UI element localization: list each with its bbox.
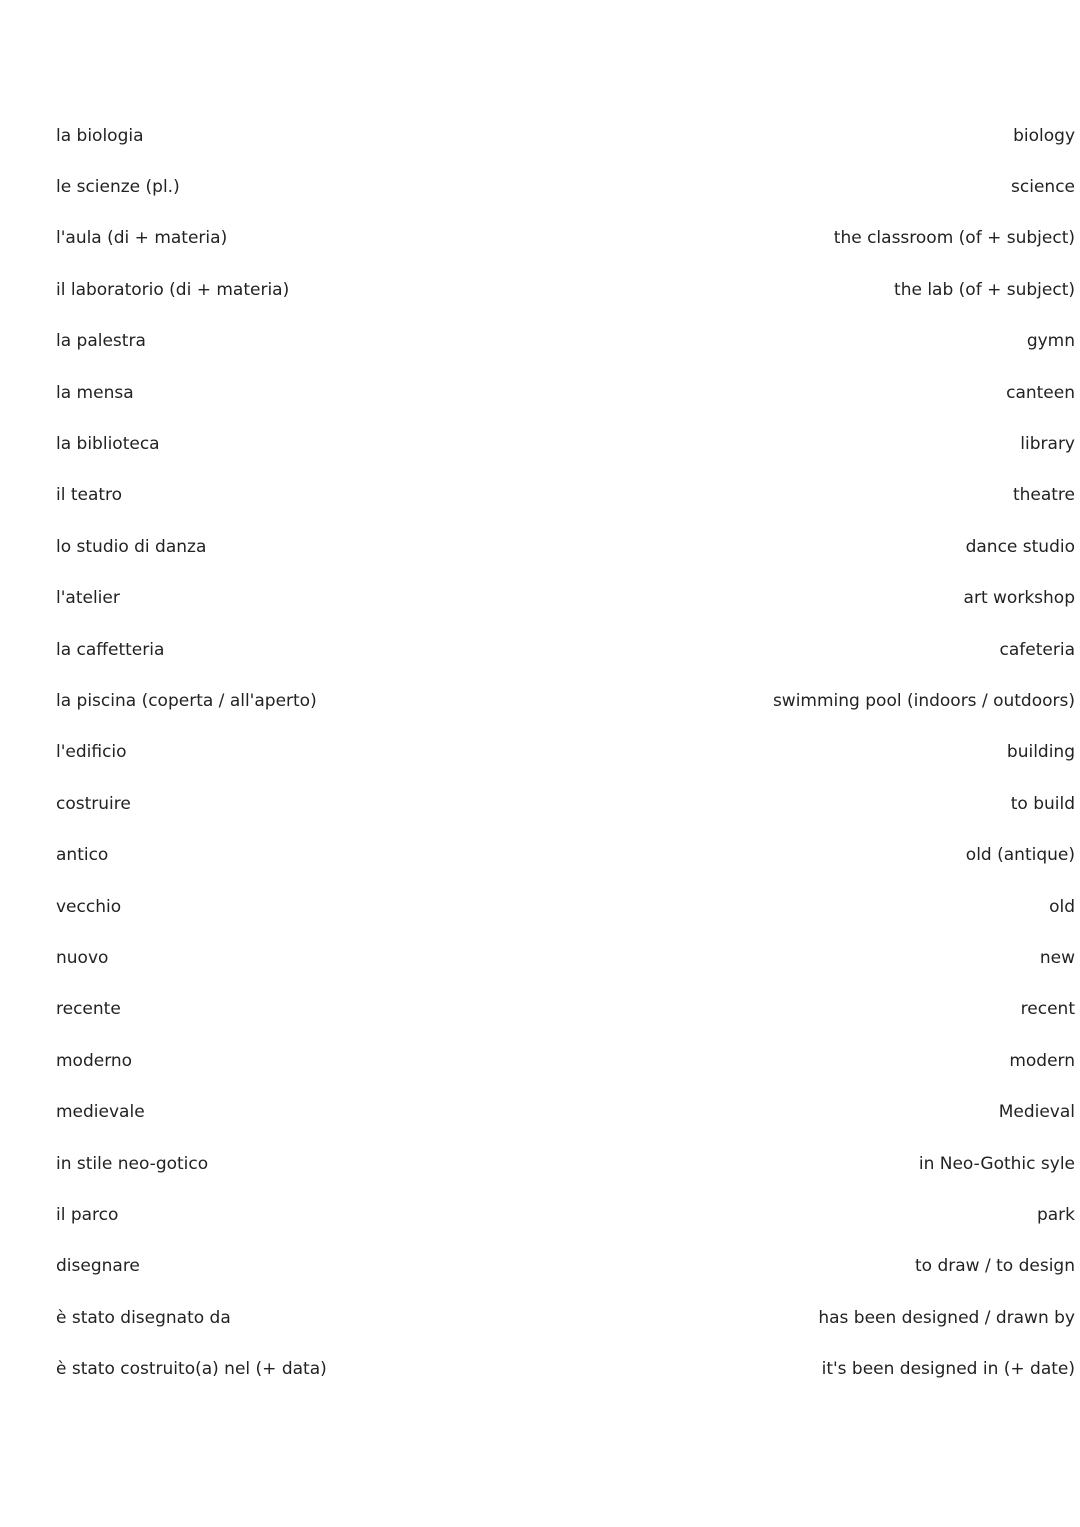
english-term: science [1011, 177, 1075, 198]
english-term: art workshop [963, 588, 1075, 609]
vocab-row [56, 573, 1075, 624]
italian-term: nuovo [56, 947, 109, 968]
vocab-row [56, 316, 1075, 367]
english-term: dance studio [965, 536, 1075, 557]
english-term: swimming pool (indoors / outdoors) [772, 690, 1075, 711]
vocab-row [56, 1292, 1075, 1343]
english-term: Medieval [998, 1102, 1075, 1123]
vocab-row [56, 161, 1075, 212]
vocab-row [56, 778, 1075, 829]
italian-term: è stato costruito(a) nel (+ data) [56, 1359, 327, 1380]
vocab-row [56, 470, 1075, 521]
english-term: the classroom (of + subject) [833, 228, 1075, 249]
english-term: to build [1010, 793, 1075, 814]
vocab-row [56, 1138, 1075, 1189]
italian-term: la piscina (coperta / all'aperto) [56, 690, 317, 711]
italian-term: la mensa [56, 382, 134, 403]
english-term: in Neo-Gothic syle [918, 1153, 1075, 1174]
italian-term: moderno [56, 1050, 133, 1071]
english-term: old (antique) [965, 845, 1075, 866]
vocab-row [56, 264, 1075, 315]
english-term: has been designed / drawn by [818, 1307, 1075, 1328]
vocab-row [56, 1343, 1075, 1394]
english-term: gymn [1026, 331, 1075, 352]
italian-term: il laboratorio (di + materia) [56, 279, 290, 300]
vocab-row [56, 1241, 1075, 1292]
english-term: cafeteria [999, 639, 1075, 660]
english-term: it's been designed in (+ date) [821, 1359, 1075, 1380]
italian-term: la biblioteca [56, 434, 160, 455]
vocab-row [56, 110, 1075, 161]
vocab-row [56, 932, 1075, 983]
italian-term: la caffetteria [56, 639, 165, 660]
vocab-row [56, 418, 1075, 469]
italian-term: il parco [56, 1204, 119, 1225]
italian-term: antico [56, 845, 109, 866]
italian-term: l'edificio [56, 742, 127, 763]
vocabulary-list [56, 110, 1075, 1395]
vocab-row [56, 367, 1075, 418]
vocab-row [56, 624, 1075, 675]
vocab-row [56, 1035, 1075, 1086]
english-term: the lab (of + subject) [894, 279, 1075, 300]
vocab-row [56, 675, 1075, 726]
vocab-row [56, 829, 1075, 880]
italian-term: è stato disegnato da [56, 1307, 231, 1328]
english-term: library [1020, 434, 1075, 455]
english-term: recent [1020, 999, 1075, 1020]
english-term: park [1036, 1204, 1075, 1225]
vocab-row [56, 213, 1075, 264]
italian-term: in stile neo-gotico [56, 1153, 209, 1174]
english-term: theatre [1012, 485, 1075, 506]
italian-term: la biologia [56, 125, 144, 146]
italian-term: l'aula (di + materia) [56, 228, 228, 249]
english-term: to draw / to design [915, 1256, 1075, 1277]
italian-term: l'atelier [56, 588, 120, 609]
vocab-row [56, 881, 1075, 932]
english-term: biology [1013, 125, 1075, 146]
vocab-row [56, 1086, 1075, 1137]
italian-term: medievale [56, 1102, 145, 1123]
vocab-row [56, 521, 1075, 572]
italian-term: lo studio di danza [56, 536, 207, 557]
english-term: new [1039, 947, 1075, 968]
italian-term: recente [56, 999, 121, 1020]
vocab-row [56, 727, 1075, 778]
vocab-row [56, 1189, 1075, 1240]
english-term: old [1049, 896, 1075, 917]
italian-term: la palestra [56, 331, 146, 352]
italian-term: il teatro [56, 485, 123, 506]
english-term: canteen [1006, 382, 1075, 403]
vocab-row [56, 984, 1075, 1035]
italian-term: disegnare [56, 1256, 140, 1277]
italian-term: vecchio [56, 896, 122, 917]
italian-term: costruire [56, 793, 131, 814]
italian-term: le scienze (pl.) [56, 177, 180, 198]
english-term: building [1006, 742, 1075, 763]
english-term: modern [1009, 1050, 1075, 1071]
